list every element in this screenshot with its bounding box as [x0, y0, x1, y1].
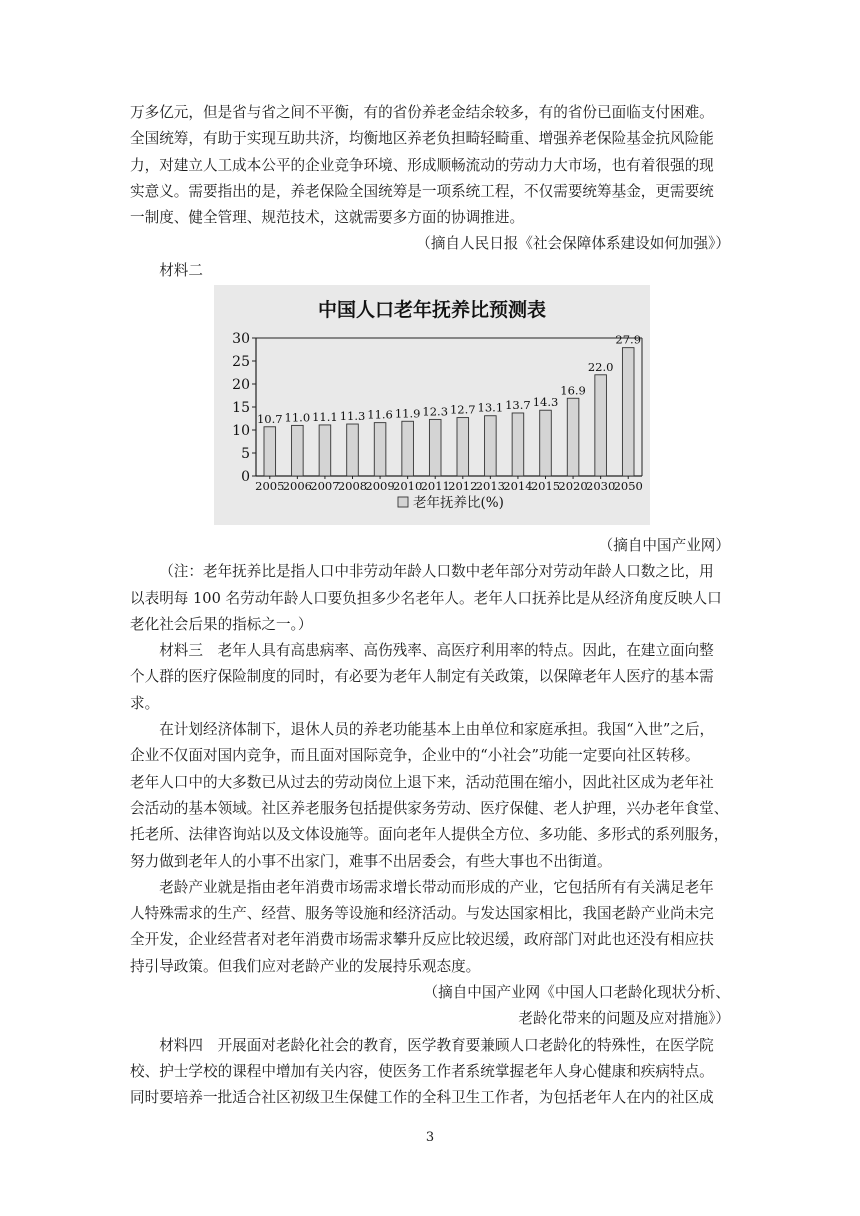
paragraph-line: 全开发，企业经营者对老年消费市场需求攀升反应比较迟缓，政府部门对此也还没有相应扶 — [130, 931, 714, 949]
paragraph-line: 托老所、法律咨询站以及文体设施等。面向老年人提供全方位、多功能、多形式的系列服务， — [130, 826, 729, 844]
bar — [457, 418, 469, 476]
top-paragraph — [130, 100, 730, 284]
note-line: 以表明每 100 名劳动年龄人口要负担多少名老年人。老年人口抚养比是从经济角度反映人口 — [130, 589, 722, 607]
chart-title: 中国人口老年抚养比预测表 — [317, 299, 546, 321]
text-line: 一制度、健全管理、规范技术，这就需要多方面的协调推进。 — [130, 209, 525, 227]
data-label: 22.0 — [587, 359, 614, 374]
bar — [319, 425, 331, 476]
material3-line: 求。 — [130, 694, 160, 712]
x-tick-label: 2030 — [586, 479, 616, 493]
y-tick-label: 30 — [232, 331, 250, 347]
data-label: 11.9 — [394, 406, 421, 421]
paragraph-line: 在计划经济体制下，退休人员的养老功能基本上由单位和家庭承担。我国“入世”之后， — [159, 721, 715, 739]
x-tick-label: 2020 — [558, 479, 588, 493]
bar — [485, 416, 497, 476]
data-label: 11.0 — [284, 410, 311, 425]
paragraph-line: 老龄产业就是指由老年消费市场需求增长带动而形成的产业，它包括所有有关满足老年 — [159, 878, 714, 896]
y-tick-label: 0 — [241, 469, 250, 485]
material-label: 材料二 — [159, 261, 203, 279]
data-label: 12.3 — [422, 404, 449, 419]
data-label: 13.7 — [505, 397, 531, 412]
bar — [622, 348, 634, 476]
note-line: 老化社会后果的指标之一。） — [130, 615, 313, 633]
x-tick-label: 2050 — [613, 479, 643, 493]
data-label: 12.7 — [449, 402, 476, 417]
x-tick-label: 2014 — [503, 479, 533, 493]
legend-label: 老年抚养比(%) — [413, 495, 504, 511]
data-label: 27.9 — [615, 332, 642, 347]
bar — [292, 425, 304, 476]
paragraph-line: 努力做到老年人的小事不出家门，难事不出居委会，有些大事也不出街道。 — [130, 852, 612, 870]
source-citation: （摘自人民日报《社会保障体系建设如何加强》） — [416, 235, 730, 253]
data-label: 13.1 — [477, 400, 504, 415]
paragraph-line: 企业不仅面对国内竞争，而且面对国际竞争，企业中的“小社会”功能一定要向社区转移。 — [130, 747, 700, 765]
bar — [429, 419, 441, 476]
legend-swatch — [398, 497, 408, 507]
bar — [347, 424, 359, 476]
paragraph-line: 会活动的基本领域。社区养老服务包括提供家务劳动、医疗保健、老人护理，兴办老年食堂、 — [130, 799, 729, 817]
note-line: （注：老年抚养比是指人口中非劳动年龄人口数中老年部分对劳动年龄人口数之比，用 — [159, 563, 714, 581]
data-label: 11.1 — [312, 409, 338, 424]
text-line: 实意义。需要指出的是，养老保险全国统筹是一项系统工程，不仅需要统筹基金，更需要统 — [130, 182, 714, 200]
x-tick-label: 2013 — [475, 479, 505, 493]
material4-line: 材料四 开展面对老龄化社会的教育，医学教育要兼顾人口老龄化的特殊性，在医学院 — [159, 1036, 714, 1054]
source-citation: 老龄化带来的问题及应对措施》） — [518, 1010, 730, 1028]
y-tick-label: 10 — [232, 423, 250, 439]
data-label: 14.3 — [532, 395, 559, 410]
text-line: 万多亿元，但是省与省之间不平衡，有的省份养老金结余较多，有的省份已面临支付困难。 — [130, 104, 714, 121]
bar — [374, 423, 386, 476]
paragraph-line: 人特殊需求的生产、经营、服务等设施和经济活动。与发达国家相比，我国老龄产业尚未完 — [130, 905, 714, 923]
chart — [214, 285, 650, 525]
data-label: 11.3 — [339, 409, 366, 424]
x-tick-label: 2005 — [255, 479, 285, 493]
source-citation: （摘自中国产业网） — [598, 537, 730, 554]
y-tick-label: 15 — [232, 400, 250, 416]
page-number: 3 — [425, 1130, 435, 1145]
x-tick-label: 2009 — [365, 479, 395, 493]
y-tick-label: 25 — [232, 354, 250, 370]
x-tick-label: 2011 — [420, 479, 450, 493]
bar — [567, 398, 579, 476]
x-tick-label: 2006 — [282, 479, 312, 493]
bar-chart — [214, 285, 650, 525]
data-label: 11.6 — [367, 407, 393, 422]
y-tick-label: 5 — [241, 446, 250, 462]
material3-line: 材料三 老年人具有高患病率、高伤残率、高医疗利用率的特点。因此，在建立面向整 — [159, 642, 714, 660]
paragraph-line: 持引导政策。但我们应对老龄产业的发展持乐观态度。 — [130, 957, 481, 975]
material4-line: 校、护士学校的课程中增加有关内容，使医务工作者系统掌握老年人身心健康和疾病特点。 — [130, 1062, 714, 1080]
bar — [264, 427, 276, 476]
text-line: 全国统筹，有助于实现互助共济，均衡地区养老负担畸轻畸重、增强养老保险基金抗风险能 — [130, 130, 714, 148]
x-tick-label: 2007 — [310, 479, 340, 493]
lower-text — [130, 533, 730, 1112]
paragraph-line: 老年人口中的大多数已从过去的劳动岗位上退下来，活动范围在缩小，因此社区成为老年社 — [130, 773, 714, 791]
data-label: 10.7 — [256, 411, 283, 426]
y-tick-label: 20 — [232, 377, 250, 393]
material4-line: 同时要培养一批适合社区初级卫生保健工作的全科卫生工作者，为包括老年人在内的社区成 — [130, 1089, 714, 1107]
x-tick-label: 2012 — [448, 479, 478, 493]
bar — [512, 413, 524, 476]
source-citation: （摘自中国产业网《中国人口老龄化现状分析、 — [423, 984, 730, 1002]
x-tick-label: 2015 — [530, 479, 561, 493]
bar — [540, 410, 552, 476]
bar — [595, 375, 607, 476]
material3-line: 个人群的医疗保险制度的同时，有必要为老年人制定有关政策，以保障老年人医疗的基本需 — [130, 668, 714, 686]
text-line: 力，对建立人工成本公平的企业竞争环境、形成顺畅流动的劳动力大市场，也有着很强的现 — [130, 156, 714, 174]
bar — [402, 421, 414, 476]
x-tick-label: 2008 — [337, 479, 368, 493]
data-label: 16.9 — [560, 383, 586, 398]
x-tick-label: 2010 — [393, 479, 423, 493]
